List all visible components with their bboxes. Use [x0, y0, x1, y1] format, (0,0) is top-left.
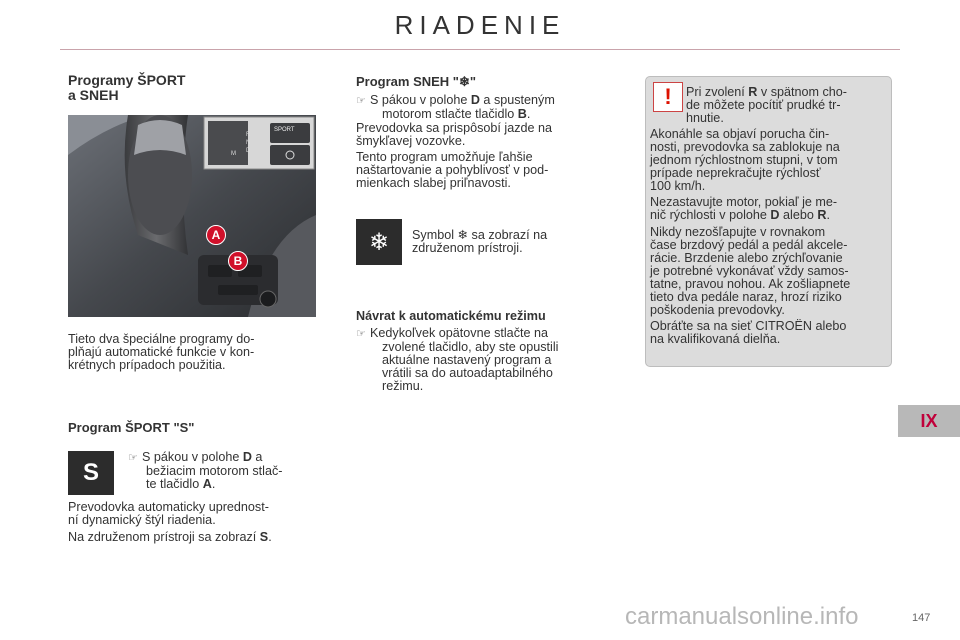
warning-icon: !: [653, 82, 683, 112]
page-number: 147: [912, 612, 931, 624]
sport-bullet: ☞ S pákou v polohe D a bežiacim motorom stlač- te tlačidlo A.: [128, 450, 283, 491]
snowflake-icon: ❄: [356, 219, 402, 265]
sport-paragraph-2: Na združenom prístroji sa zobrazí S.: [68, 530, 272, 544]
snow-paragraph-1: Prevodovka sa prispôsobí jazde na šmykľavej vozovke.: [356, 121, 553, 148]
callout-a: A: [206, 225, 226, 245]
page-title: RIADENIE: [394, 10, 566, 40]
section-heading-sport-snow: Programy ŠPORT a SNEH: [68, 72, 186, 103]
chapter-tab: IX: [898, 405, 960, 437]
title-divider: [60, 49, 900, 50]
watermark: carmanualsonline.info: [625, 603, 859, 630]
warning-paragraph-3: Nezastavujte motor, pokiaľ je me- nič rýchlosti v polohe D alebo R.: [650, 195, 838, 222]
return-bullet: ☞ Kedykoľvek opätovne stlačte na zvolené tlačidlo, aby ste opustili aktuálne nastavený program a vrátili sa do autoadaptabilného režimu.: [356, 326, 559, 393]
snow-program-heading: Program SNEH "❄": [356, 74, 477, 89]
warning-paragraph-4: Nikdy nezošľapujte v rovnakom čase brzdový pedál a pedál akcele- rácie. Brzdenie alebo zrýchľovanie je potrebné vykonávať vždy samos- tatne, pravou nohou. Ak zošliapnete tieto dva pedále naraz, hrozí riziko poškodenia prevodovky.: [650, 225, 851, 317]
sport-paragraph-1: Prevodovka automaticky uprednost- ní dynamický štýl riadenia.: [68, 500, 269, 527]
gear-n-label: N: [246, 140, 251, 146]
gear-d-label: D: [246, 148, 251, 154]
sport-button-label: SPORT: [274, 127, 295, 133]
gear-m-label: M: [231, 151, 236, 157]
sport-program-heading: Program ŠPORT "S": [68, 420, 195, 435]
gear-lever-illustration: [68, 115, 316, 317]
pointer-icon: ☞: [356, 328, 366, 340]
return-heading: Návrat k automatickému režimu: [356, 309, 546, 323]
intro-paragraph: Tieto dva špeciálne programy do- plňajú automatické funkcie v kon- krétnych prípadoch použitia.: [68, 332, 255, 372]
snow-bullet: ☞ S pákou v polohe D a spusteným motorom stlačte tlačidlo B.: [356, 93, 555, 121]
snow-symbol-text: Symbol ❄ sa zobrazí na združenom prístroji.: [412, 228, 548, 255]
pointer-icon: ☞: [356, 95, 366, 107]
callout-b: B: [228, 251, 248, 271]
snow-paragraph-2: Tento program umožňuje ľahšie naštartovanie a pohyblivosť v pod- mienkach slabej priľnavosti.: [356, 150, 549, 190]
sport-symbol-icon: S: [68, 451, 114, 495]
gear-lever-photo: [68, 115, 316, 317]
pointer-icon: ☞: [128, 452, 138, 464]
gear-r-label: R: [246, 132, 251, 138]
warning-paragraph-1: Pri zvolení R v spätnom cho- de môžete pocítiť prudké tr- hnutie.: [686, 85, 848, 125]
warning-paragraph-5: Obráťte sa na sieť CITROËN alebo na kvalifikovaná dielňa.: [650, 319, 847, 346]
warning-paragraph-2: Akonáhle sa objaví porucha čin- nosti, prevodovka sa zablokuje na jednom rýchlostnom stupni, v tom prípade neprekračujte rýchlosť 100 km/h.: [650, 127, 840, 193]
